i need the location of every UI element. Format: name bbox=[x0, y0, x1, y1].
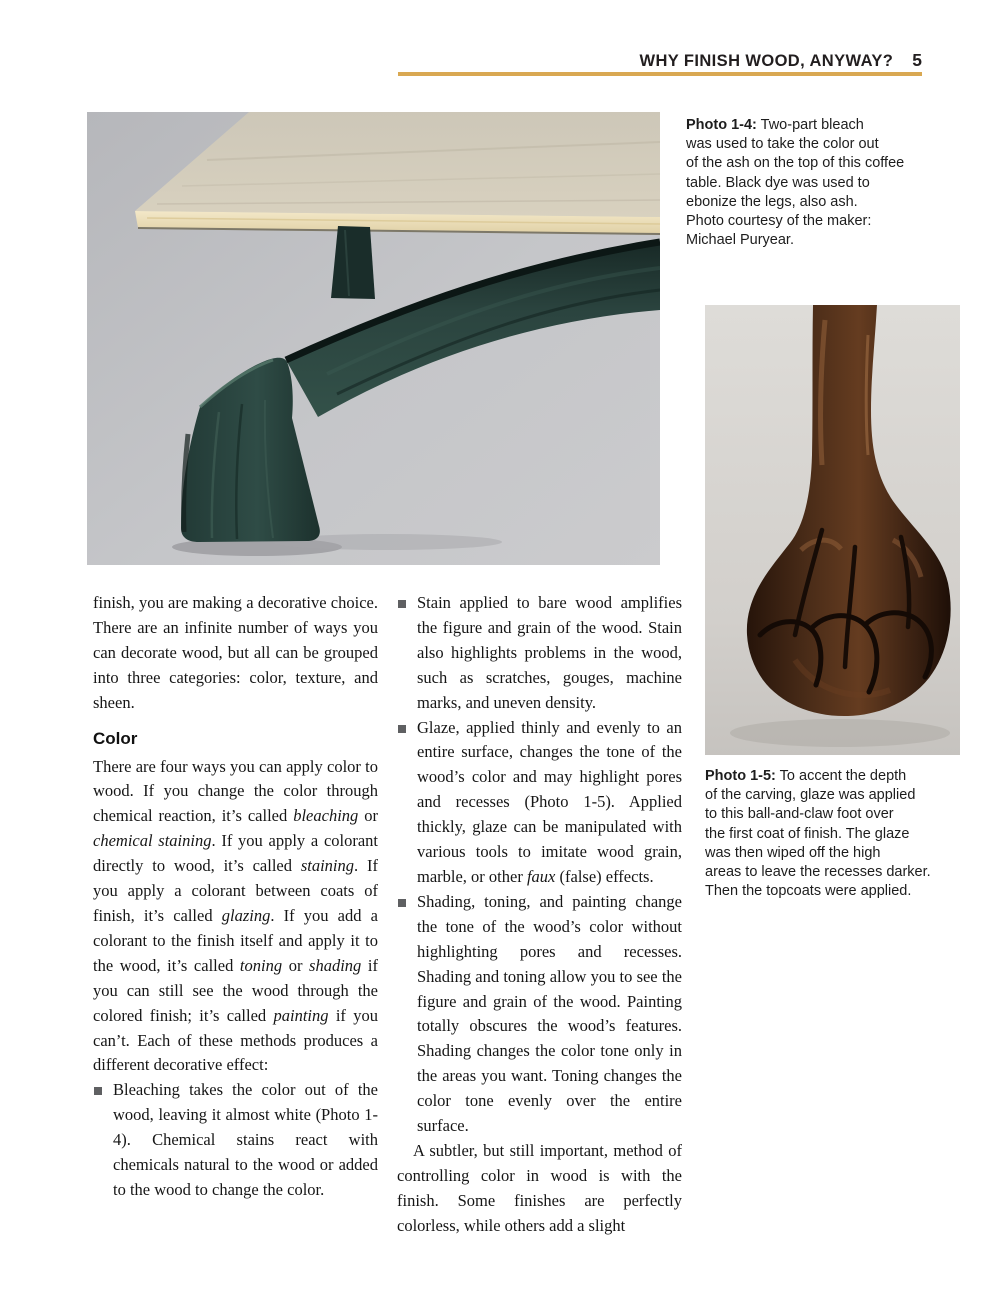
bullet-item-stain bbox=[397, 591, 682, 716]
section-heading-color: Color bbox=[93, 728, 138, 748]
bullet-square-icon bbox=[398, 725, 406, 733]
photo-coffee-table bbox=[87, 112, 660, 565]
body-paragraph-continued: finish, you are making a decorative choice. There are an infinite number of ways you can decorate wood, but all can be grouped into three categories: color, texture, and sheen. bbox=[93, 593, 378, 712]
header-rule bbox=[398, 72, 922, 76]
table-center-post bbox=[331, 226, 375, 299]
page-number: 5 bbox=[912, 50, 922, 70]
bullet-square-icon bbox=[398, 899, 406, 907]
bullet-square-icon bbox=[94, 1087, 102, 1095]
bullet-item-shading bbox=[397, 890, 682, 1139]
text-column-right bbox=[397, 591, 682, 1239]
bullet-text: Stain applied to bare wood amplifies the figure and grain of the wood. Stain also highlights problems in the wood, such as scratches, gouges, machine marks, and uneven density. bbox=[417, 593, 682, 712]
ball-claw-illustration bbox=[705, 305, 960, 755]
bullet-text: Bleaching takes the color out of the wood, leaving it almost white (Photo 1-4). Chemical stains react with chemicals natural to the wood or added to the wood to change the color. bbox=[113, 1080, 378, 1199]
bullet-item-glaze bbox=[397, 716, 682, 890]
bullet-text: Shading, toning, and painting change the tone of the wood’s color without highlighting pores and recesses. Shading and toning allow you to see the figure and grain of the wood. Painting totally obscures the wood’s features. Shading changes the color tone only in the areas you want. Toning changes the color tone evenly over the entire surface. bbox=[417, 891, 682, 1136]
text-column-left bbox=[93, 591, 378, 1203]
bullet-item-bleaching bbox=[93, 1078, 378, 1203]
page-header bbox=[398, 50, 922, 71]
bullet-square-icon bbox=[398, 600, 406, 608]
body-paragraph-subtler: A subtler, but still important, method of controlling color in wood is with the finish. Some finishes are perfectly colorless, while others add a slight bbox=[397, 1140, 682, 1235]
body-paragraph-color-ways: There are four ways you can apply color to wood. If you change the color through chemical reaction, it’s called bleaching or chemical staining. If you apply a colorant directly to wood, it’s called staining. If you apply a colorant between coats of finish, it’s called glazing. If you add a colorant to the finish itself and apply it to the wood, it’s called toning or shading if you can still see the wood through the colored finish; it’s called painting if you can’t. Each of these methods produces a different decorative effect: bbox=[93, 756, 379, 1075]
caption-photo-1-4: Photo 1-4: Two-part bleach was used to take the color out of the ash on the top of this coffee table. Black dye was used to ebonize the legs, also ash. Photo courtesy of the maker: Michael Puryear. bbox=[686, 117, 905, 249]
photo-ball-claw-foot bbox=[705, 305, 960, 755]
caption-photo-1-5: Photo 1-5: To accent the depth of the carving, glaze was applied to this ball-and-claw foot over the first coat of finish. The glaze was then wiped off the high areas to leave the recesses darker. Then the topcoats were applied. bbox=[705, 768, 931, 900]
bullet-text: Glaze, applied thinly and evenly to an entire surface, changes the tone of the wood’s color and may highlight pores and recesses (Photo 1-5). Applied thickly, glaze can be manipulated with various tools to imitate wood grain, marble, or other faux (false) effects. bbox=[417, 717, 682, 886]
coffee-table-illustration bbox=[87, 112, 660, 565]
running-head: WHY FINISH WOOD, ANYWAY? bbox=[639, 52, 894, 70]
